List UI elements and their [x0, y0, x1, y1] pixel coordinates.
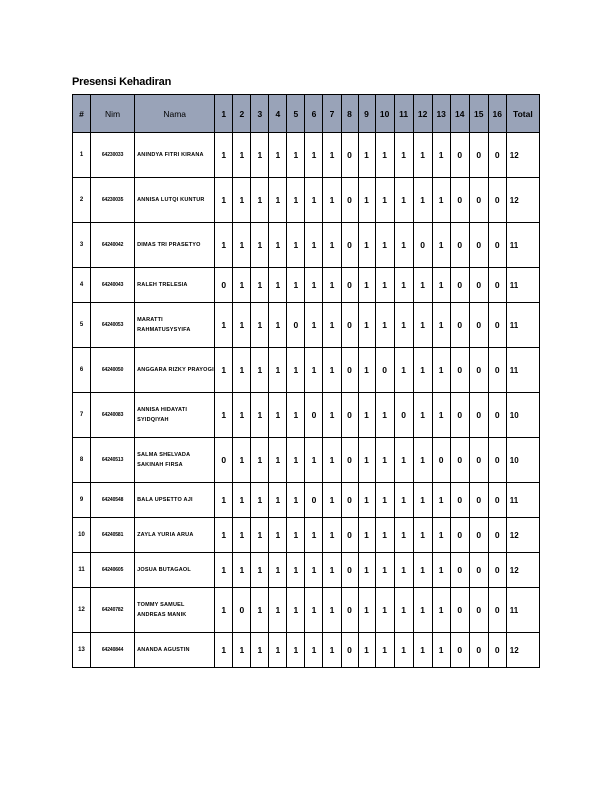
attendance-mark: 1 [233, 518, 251, 553]
attendance-mark: 1 [269, 588, 287, 633]
attendance-mark: 0 [341, 303, 358, 348]
attendance-mark: 1 [269, 178, 287, 223]
attendance-mark: 1 [233, 223, 251, 268]
attendance-mark: 1 [251, 178, 269, 223]
attendance-table [72, 94, 540, 668]
attendance-mark: 0 [488, 483, 506, 518]
attendance-mark: 0 [488, 223, 506, 268]
attendance-mark: 1 [287, 223, 305, 268]
attendance-mark: 0 [394, 393, 413, 438]
attendance-mark: 1 [287, 133, 305, 178]
attendance-mark: 1 [215, 133, 233, 178]
attendance-mark: 0 [341, 518, 358, 553]
attendance-mark: 1 [375, 633, 394, 668]
attendance-mark: 0 [341, 438, 358, 483]
attendance-mark: 0 [450, 133, 469, 178]
attendance-mark: 0 [488, 268, 506, 303]
student-name: DIMAS TRI PRASETYO [135, 223, 215, 268]
attendance-mark: 1 [305, 588, 323, 633]
attendance-mark: 1 [215, 633, 233, 668]
attendance-mark: 1 [358, 268, 375, 303]
attendance-mark: 0 [287, 303, 305, 348]
column-header: 15 [469, 95, 488, 133]
table-row [73, 633, 540, 668]
column-header: # [73, 95, 91, 133]
attendance-mark: 1 [394, 483, 413, 518]
attendance-mark: 0 [305, 393, 323, 438]
attendance-mark: 1 [358, 178, 375, 223]
attendance-mark: 0 [469, 303, 488, 348]
page-title: Presensi Kehadiran [72, 76, 172, 88]
attendance-mark: 1 [375, 553, 394, 588]
attendance-mark: 1 [323, 178, 341, 223]
attendance-mark: 0 [450, 588, 469, 633]
table-row [73, 553, 540, 588]
attendance-mark: 1 [269, 483, 287, 518]
student-name: ANNISA LUTQI KUNTUR [135, 178, 215, 223]
attendance-mark: 1 [233, 483, 251, 518]
attendance-mark: 1 [305, 438, 323, 483]
attendance-mark: 1 [375, 303, 394, 348]
table-row [73, 518, 540, 553]
attendance-mark: 1 [394, 633, 413, 668]
attendance-mark: 1 [323, 303, 341, 348]
attendance-mark: 0 [375, 348, 394, 393]
attendance-mark: 1 [432, 588, 450, 633]
attendance-mark: 1 [269, 268, 287, 303]
table-row [73, 268, 540, 303]
attendance-mark: 0 [233, 588, 251, 633]
column-header: 1 [215, 95, 233, 133]
attendance-mark: 1 [323, 588, 341, 633]
attendance-mark: 1 [394, 268, 413, 303]
attendance-mark: 0 [488, 348, 506, 393]
student-nim: 64240083 [91, 393, 135, 438]
attendance-mark: 0 [488, 178, 506, 223]
attendance-mark: 1 [323, 223, 341, 268]
attendance-mark: 0 [488, 438, 506, 483]
student-nim: 64240043 [91, 268, 135, 303]
student-name: RALEH TRELESIA [135, 268, 215, 303]
attendance-mark: 0 [450, 348, 469, 393]
attendance-mark: 1 [233, 133, 251, 178]
row-number: 12 [73, 588, 91, 633]
attendance-mark: 1 [394, 518, 413, 553]
attendance-mark: 0 [450, 483, 469, 518]
student-nim: 64240605 [91, 553, 135, 588]
attendance-mark: 1 [215, 178, 233, 223]
attendance-mark: 1 [413, 553, 432, 588]
attendance-mark: 1 [413, 588, 432, 633]
attendance-mark: 1 [305, 633, 323, 668]
attendance-mark: 0 [469, 483, 488, 518]
student-nim: 64230035 [91, 178, 135, 223]
attendance-mark: 1 [358, 553, 375, 588]
attendance-mark: 1 [269, 438, 287, 483]
attendance-mark: 0 [450, 178, 469, 223]
attendance-mark: 1 [375, 178, 394, 223]
attendance-mark: 0 [469, 178, 488, 223]
attendance-mark: 0 [469, 348, 488, 393]
attendance-mark: 1 [269, 633, 287, 668]
attendance-total: 12 [506, 518, 539, 553]
attendance-mark: 1 [413, 518, 432, 553]
attendance-mark: 1 [432, 633, 450, 668]
attendance-mark: 0 [450, 633, 469, 668]
attendance-mark: 1 [413, 133, 432, 178]
table-row [73, 178, 540, 223]
attendance-total: 12 [506, 633, 539, 668]
attendance-mark: 1 [287, 268, 305, 303]
student-nim: 64240548 [91, 483, 135, 518]
attendance-mark: 0 [341, 588, 358, 633]
attendance-mark: 0 [469, 588, 488, 633]
row-number: 3 [73, 223, 91, 268]
row-number: 2 [73, 178, 91, 223]
attendance-mark: 1 [287, 438, 305, 483]
attendance-mark: 1 [215, 483, 233, 518]
attendance-mark: 1 [413, 483, 432, 518]
attendance-mark: 1 [323, 348, 341, 393]
attendance-mark: 0 [450, 438, 469, 483]
attendance-mark: 1 [251, 483, 269, 518]
row-number: 6 [73, 348, 91, 393]
attendance-mark: 1 [251, 438, 269, 483]
table-header-row [73, 95, 540, 133]
attendance-total: 11 [506, 268, 539, 303]
attendance-mark: 1 [394, 303, 413, 348]
attendance-mark: 1 [358, 393, 375, 438]
student-nim: 64240513 [91, 438, 135, 483]
student-name: MARATTI RAHMATUSYSYIFA [135, 303, 215, 348]
attendance-mark: 0 [341, 393, 358, 438]
attendance-mark: 0 [469, 553, 488, 588]
attendance-mark: 1 [432, 553, 450, 588]
column-header: 12 [413, 95, 432, 133]
attendance-mark: 1 [432, 133, 450, 178]
student-nim: 64240050 [91, 348, 135, 393]
attendance-mark: 1 [375, 518, 394, 553]
attendance-mark: 1 [305, 303, 323, 348]
attendance-mark: 0 [469, 133, 488, 178]
row-number: 13 [73, 633, 91, 668]
table-row [73, 133, 540, 178]
attendance-total: 11 [506, 483, 539, 518]
student-name: ANINDYA FITRI KIRANA [135, 133, 215, 178]
attendance-mark: 1 [375, 268, 394, 303]
attendance-mark: 0 [469, 223, 488, 268]
attendance-mark: 1 [215, 303, 233, 348]
student-nim: 64240053 [91, 303, 135, 348]
column-header: Nim [91, 95, 135, 133]
attendance-mark: 1 [305, 268, 323, 303]
attendance-mark: 1 [432, 268, 450, 303]
row-number: 5 [73, 303, 91, 348]
attendance-mark: 1 [269, 223, 287, 268]
attendance-mark: 1 [305, 178, 323, 223]
attendance-mark: 0 [488, 133, 506, 178]
attendance-mark: 1 [233, 303, 251, 348]
attendance-mark: 1 [251, 518, 269, 553]
attendance-mark: 1 [358, 438, 375, 483]
attendance-mark: 1 [375, 393, 394, 438]
attendance-mark: 0 [341, 483, 358, 518]
attendance-mark: 1 [287, 178, 305, 223]
student-name: JOSUA BUTAGAOL [135, 553, 215, 588]
column-header: 3 [251, 95, 269, 133]
attendance-mark: 1 [287, 393, 305, 438]
column-header: 5 [287, 95, 305, 133]
attendance-mark: 1 [287, 483, 305, 518]
row-number: 10 [73, 518, 91, 553]
attendance-mark: 1 [394, 588, 413, 633]
row-number: 4 [73, 268, 91, 303]
attendance-mark: 1 [358, 303, 375, 348]
attendance-mark: 1 [287, 588, 305, 633]
attendance-mark: 1 [251, 223, 269, 268]
student-name: SALMA SHELVADA SAKINAH FIRSA [135, 438, 215, 483]
attendance-mark: 1 [233, 393, 251, 438]
table-row [73, 483, 540, 518]
attendance-mark: 1 [432, 393, 450, 438]
attendance-mark: 1 [269, 348, 287, 393]
attendance-mark: 1 [233, 178, 251, 223]
attendance-total: 11 [506, 588, 539, 633]
attendance-total: 10 [506, 393, 539, 438]
row-number: 8 [73, 438, 91, 483]
column-header: 16 [488, 95, 506, 133]
attendance-mark: 0 [341, 633, 358, 668]
attendance-mark: 0 [488, 303, 506, 348]
attendance-mark: 1 [305, 223, 323, 268]
attendance-mark: 1 [305, 553, 323, 588]
attendance-mark: 0 [469, 268, 488, 303]
attendance-mark: 1 [358, 633, 375, 668]
attendance-mark: 1 [432, 483, 450, 518]
attendance-mark: 1 [251, 633, 269, 668]
attendance-mark: 1 [323, 633, 341, 668]
row-number: 9 [73, 483, 91, 518]
attendance-mark: 1 [215, 518, 233, 553]
attendance-mark: 1 [269, 518, 287, 553]
attendance-total: 11 [506, 303, 539, 348]
attendance-mark: 1 [413, 268, 432, 303]
column-header: 13 [432, 95, 450, 133]
attendance-mark: 0 [432, 438, 450, 483]
table-row [73, 438, 540, 483]
column-header: 10 [375, 95, 394, 133]
attendance-mark: 0 [469, 393, 488, 438]
attendance-mark: 1 [375, 223, 394, 268]
attendance-total: 11 [506, 223, 539, 268]
attendance-total: 12 [506, 553, 539, 588]
attendance-mark: 1 [215, 348, 233, 393]
row-number: 11 [73, 553, 91, 588]
attendance-mark: 1 [269, 553, 287, 588]
row-number: 1 [73, 133, 91, 178]
attendance-mark: 1 [358, 588, 375, 633]
attendance-mark: 0 [341, 268, 358, 303]
attendance-mark: 1 [394, 223, 413, 268]
attendance-mark: 1 [323, 483, 341, 518]
attendance-mark: 1 [215, 393, 233, 438]
attendance-mark: 1 [413, 348, 432, 393]
attendance-mark: 1 [287, 518, 305, 553]
attendance-mark: 0 [215, 268, 233, 303]
attendance-mark: 1 [323, 268, 341, 303]
attendance-mark: 1 [305, 348, 323, 393]
attendance-mark: 1 [358, 133, 375, 178]
column-header: 4 [269, 95, 287, 133]
attendance-mark: 1 [233, 438, 251, 483]
attendance-mark: 1 [269, 393, 287, 438]
attendance-total: 12 [506, 133, 539, 178]
attendance-mark: 1 [375, 133, 394, 178]
attendance-mark: 0 [450, 223, 469, 268]
attendance-mark: 1 [287, 348, 305, 393]
attendance-mark: 1 [394, 438, 413, 483]
attendance-mark: 1 [358, 223, 375, 268]
column-header: 14 [450, 95, 469, 133]
attendance-mark: 1 [251, 588, 269, 633]
column-header: 11 [394, 95, 413, 133]
attendance-mark: 1 [323, 393, 341, 438]
attendance-mark: 1 [215, 588, 233, 633]
attendance-mark: 1 [432, 303, 450, 348]
column-header: 8 [341, 95, 358, 133]
table-row [73, 223, 540, 268]
attendance-mark: 0 [450, 268, 469, 303]
attendance-mark: 1 [233, 348, 251, 393]
attendance-mark: 0 [341, 553, 358, 588]
student-nim: 64240844 [91, 633, 135, 668]
attendance-mark: 1 [394, 178, 413, 223]
attendance-mark: 1 [251, 348, 269, 393]
attendance-mark: 1 [413, 178, 432, 223]
table-body [73, 133, 540, 668]
attendance-mark: 0 [341, 348, 358, 393]
column-header: Total [506, 95, 539, 133]
attendance-mark: 1 [251, 303, 269, 348]
table-row [73, 303, 540, 348]
attendance-mark: 0 [305, 483, 323, 518]
attendance-mark: 0 [413, 223, 432, 268]
attendance-mark: 0 [488, 393, 506, 438]
attendance-mark: 0 [341, 178, 358, 223]
attendance-mark: 0 [450, 518, 469, 553]
student-nim: 64230033 [91, 133, 135, 178]
attendance-mark: 1 [233, 633, 251, 668]
attendance-mark: 0 [469, 518, 488, 553]
attendance-mark: 1 [251, 133, 269, 178]
attendance-mark: 1 [287, 633, 305, 668]
attendance-mark: 1 [394, 553, 413, 588]
attendance-mark: 1 [413, 393, 432, 438]
attendance-mark: 1 [375, 483, 394, 518]
attendance-mark: 0 [450, 553, 469, 588]
column-header: 6 [305, 95, 323, 133]
attendance-mark: 1 [375, 438, 394, 483]
attendance-mark: 1 [432, 348, 450, 393]
attendance-total: 10 [506, 438, 539, 483]
attendance-mark: 1 [305, 518, 323, 553]
attendance-mark: 1 [305, 133, 323, 178]
attendance-mark: 1 [269, 133, 287, 178]
attendance-mark: 0 [341, 133, 358, 178]
attendance-mark: 0 [469, 633, 488, 668]
attendance-mark: 0 [488, 588, 506, 633]
student-name: ANNISA HIDAYATI SYIDQIYAH [135, 393, 215, 438]
attendance-mark: 0 [469, 438, 488, 483]
attendance-mark: 1 [413, 438, 432, 483]
student-nim: 64240042 [91, 223, 135, 268]
attendance-mark: 0 [488, 633, 506, 668]
attendance-mark: 1 [323, 553, 341, 588]
student-name: ANANDA AGUSTIN [135, 633, 215, 668]
attendance-mark: 0 [488, 518, 506, 553]
attendance-total: 11 [506, 348, 539, 393]
attendance-total: 12 [506, 178, 539, 223]
attendance-mark: 1 [375, 588, 394, 633]
attendance-mark: 1 [394, 348, 413, 393]
attendance-mark: 1 [358, 348, 375, 393]
attendance-mark: 1 [432, 518, 450, 553]
column-header: 9 [358, 95, 375, 133]
student-nim: 64240581 [91, 518, 135, 553]
student-name: BALA UPSETTO AJI [135, 483, 215, 518]
attendance-mark: 1 [233, 553, 251, 588]
attendance-mark: 1 [413, 633, 432, 668]
attendance-mark: 1 [251, 393, 269, 438]
row-number: 7 [73, 393, 91, 438]
column-header: 7 [323, 95, 341, 133]
attendance-mark: 1 [358, 483, 375, 518]
attendance-mark: 0 [341, 223, 358, 268]
table-row [73, 588, 540, 633]
attendance-mark: 1 [215, 553, 233, 588]
attendance-mark: 1 [215, 223, 233, 268]
column-header: Nama [135, 95, 215, 133]
student-name: ANGGARA RIZKY PRAYOGI [135, 348, 215, 393]
student-name: TOMMY SAMUEL ANDREAS MANIK [135, 588, 215, 633]
table-row [73, 348, 540, 393]
column-header: 2 [233, 95, 251, 133]
attendance-mark: 1 [432, 178, 450, 223]
attendance-mark: 1 [233, 268, 251, 303]
student-nim: 64240782 [91, 588, 135, 633]
attendance-mark: 1 [251, 553, 269, 588]
attendance-mark: 0 [488, 553, 506, 588]
attendance-mark: 1 [269, 303, 287, 348]
table-row [73, 393, 540, 438]
attendance-mark: 1 [394, 133, 413, 178]
attendance-mark: 1 [323, 518, 341, 553]
attendance-mark: 1 [358, 518, 375, 553]
attendance-mark: 1 [413, 303, 432, 348]
student-name: ZAYLA YURIA ARUA [135, 518, 215, 553]
attendance-mark: 1 [287, 553, 305, 588]
attendance-mark: 0 [215, 438, 233, 483]
attendance-mark: 1 [323, 438, 341, 483]
attendance-mark: 0 [450, 393, 469, 438]
attendance-mark: 1 [432, 223, 450, 268]
attendance-mark: 0 [450, 303, 469, 348]
attendance-mark: 1 [323, 133, 341, 178]
attendance-mark: 1 [251, 268, 269, 303]
